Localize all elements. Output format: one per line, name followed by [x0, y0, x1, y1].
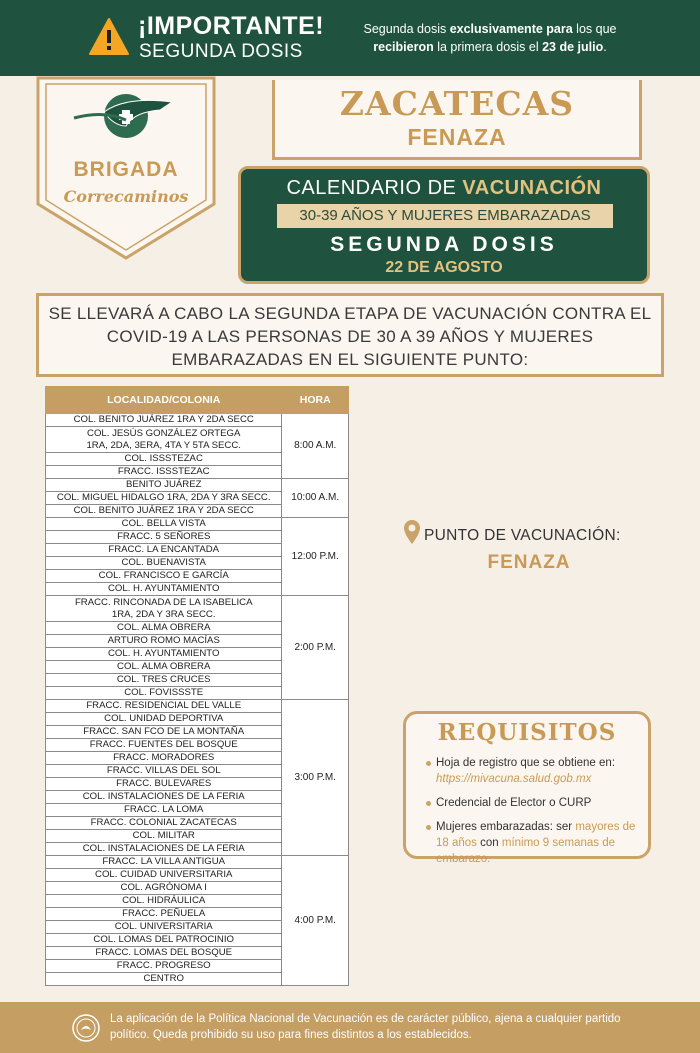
brigada-subtitle: Correcaminos: [63, 187, 189, 206]
locality-cell: COL. AGRÓNOMA I: [46, 882, 282, 895]
table-row: [46, 479, 349, 492]
calendar-dose: SEGUNDA DOSIS: [330, 233, 558, 256]
table-row: [46, 596, 349, 622]
locality-cell: COL. ALMA OBRERA: [46, 622, 282, 635]
hour-cell: 12:00 P.M.: [282, 518, 349, 596]
intro-paragraph: SE LLEVARÁ A CABO LA SEGUNDA ETAPA DE VACUNACIÓN CONTRA EL COVID-19 A LAS PERSONAS DE 30 A 39 AÑOS Y MUJERES EMBARAZADAS EN EL SIGUIENTE PUNTO:: [36, 293, 664, 377]
locality-cell: FRACC. VILLAS DEL SOL: [46, 765, 282, 778]
locality-cell: COL. UNIVERSITARIA: [46, 921, 282, 934]
locality-cell: COL. HIDRÁULICA: [46, 895, 282, 908]
government-seal-icon: [72, 1014, 100, 1042]
locality-cell: FRACC. RINCONADA DE LA ISABELICA 1RA, 2DA Y 3RA SECC.: [46, 596, 282, 622]
hour-cell: 10:00 A.M.: [282, 479, 349, 518]
footer-bar: [0, 1002, 700, 1053]
requisitos-list: [426, 755, 648, 875]
locality-cell: COL. BENITO JUÁREZ 1RA Y 2DA SECC: [46, 414, 282, 427]
punto-label: PUNTO DE VACUNACIÓN:: [424, 527, 621, 544]
locality-cell: COL. H. AYUNTAMIENTO: [46, 583, 282, 596]
warning-triangle-icon: [88, 16, 130, 58]
hour-cell: 3:00 P.M.: [282, 700, 349, 856]
calendar-date: 22 DE AGOSTO: [385, 259, 503, 276]
locality-cell: FRACC. LA ENCANTADA: [46, 544, 282, 557]
brigada-label: BRIGADA: [73, 158, 179, 181]
list-item: Mujeres embarazadas: ser mayores de 18 años con mínimo 9 semanas de embarazo.: [426, 819, 648, 867]
locality-cell: FRACC. FUENTES DEL BOSQUE: [46, 739, 282, 752]
locality-cell: FRACC. MORADORES: [46, 752, 282, 765]
locality-cell: FRACC. COLONIAL ZACATECAS: [46, 817, 282, 830]
locality-cell: COL. BELLA VISTA: [46, 518, 282, 531]
table-row: [46, 700, 349, 713]
requisitos-title: REQUISITOS: [437, 719, 617, 746]
locality-cell: FRACC. SAN FCO DE LA MONTAÑA: [46, 726, 282, 739]
calendar-group: 30-39 AÑOS Y MUJERES EMBARAZADAS: [277, 204, 613, 228]
requisitos-box: [403, 711, 651, 865]
venue-name: FENAZA: [407, 124, 507, 150]
locality-cell: BENITO JUÁREZ: [46, 479, 282, 492]
locality-cell: COL. UNIDAD DEPORTIVA: [46, 713, 282, 726]
table-header-row: [46, 387, 349, 414]
locality-cell: COL. INSTALACIONES DE LA FERIA: [46, 791, 282, 804]
hour-cell: 2:00 P.M.: [282, 596, 349, 700]
column-header-locality: LOCALIDAD/COLONIA: [46, 387, 282, 414]
locality-cell: FRACC. ISSSTEZAC: [46, 466, 282, 479]
important-note: Segunda dosis exclusivamente para los que recibieron la primera dosis el 23 de julio.: [363, 22, 617, 54]
locality-cell: COL. MIGUEL HIDALGO 1RA, 2DA Y 3RA SECC.: [46, 492, 282, 505]
locality-cell: COL. FOVISSSTE: [46, 687, 282, 700]
top-banner: [0, 0, 700, 76]
locality-cell: COL. TRES CRUCES: [46, 674, 282, 687]
locality-cell: COL. BUENAVISTA: [46, 557, 282, 570]
locality-cell: COL. BENITO JUÁREZ 1RA Y 2DA SECC: [46, 505, 282, 518]
locality-cell: FRACC. PEÑUELA: [46, 908, 282, 921]
list-item: Hoja de registro que se obtiene en: https://mivacuna.salud.gob.mx: [426, 755, 648, 787]
state-name: ZACATECAS: [339, 84, 575, 123]
footer-disclaimer: La aplicación de la Política Nacional de Vacunación es de carácter público, ajena a cualquier partido político. Queda prohibido su uso para fines distintos a los establecidos.: [110, 1013, 621, 1041]
schedule-table: [45, 386, 349, 986]
table-row: [46, 414, 349, 427]
locality-cell: ARTURO ROMO MACÍAS: [46, 635, 282, 648]
table-row: [46, 856, 349, 869]
hour-cell: 8:00 A.M.: [282, 414, 349, 479]
locality-cell: COL. ALMA OBRERA: [46, 661, 282, 674]
hour-cell: 4:00 P.M.: [282, 856, 349, 986]
locality-cell: FRACC. RESIDENCIAL DEL VALLE: [46, 700, 282, 713]
list-item: Credencial de Elector o CURP: [426, 795, 648, 811]
locality-cell: FRACC. LA LOMA: [46, 804, 282, 817]
locality-cell: FRACC. 5 SEÑORES: [46, 531, 282, 544]
punto-name: FENAZA: [487, 552, 571, 573]
locality-cell: COL. MILITAR: [46, 830, 282, 843]
table-row: [46, 518, 349, 531]
column-header-hour: HORA: [282, 387, 349, 414]
locality-cell: FRACC. BULEVARES: [46, 778, 282, 791]
calendar-box: [238, 166, 650, 284]
locality-cell: COL. ISSSTEZAC: [46, 453, 282, 466]
locality-cell: FRACC. PROGRESO: [46, 960, 282, 973]
locality-cell: COL. CUIDAD UNIVERSITARIA: [46, 869, 282, 882]
location-box: [272, 80, 642, 160]
locality-cell: COL. JESÚS GONZÁLEZ ORTEGA 1RA, 2DA, 3ERA, 4TA Y 5TA SECC.: [46, 427, 282, 453]
locality-cell: COL. LOMAS DEL PATROCINIO: [46, 934, 282, 947]
locality-cell: CENTRO: [46, 973, 282, 986]
locality-cell: FRACC. LA VILLA ANTIGUA: [46, 856, 282, 869]
map-pin-icon: [403, 519, 421, 545]
important-subtitle: SEGUNDA DOSIS: [139, 41, 303, 62]
registration-link[interactable]: https://mivacuna.salud.gob.mx: [436, 773, 592, 785]
calendar-title: CALENDARIO DE VACUNACIÓN: [286, 177, 602, 199]
important-title: ¡IMPORTANTE!: [138, 12, 325, 40]
locality-cell: COL. FRANCISCO E GARCÍA: [46, 570, 282, 583]
locality-cell: FRACC. LOMAS DEL BOSQUE: [46, 947, 282, 960]
locality-cell: COL. INSTALACIONES DE LA FERIA: [46, 843, 282, 856]
locality-cell: COL. H. AYUNTAMIENTO: [46, 648, 282, 661]
